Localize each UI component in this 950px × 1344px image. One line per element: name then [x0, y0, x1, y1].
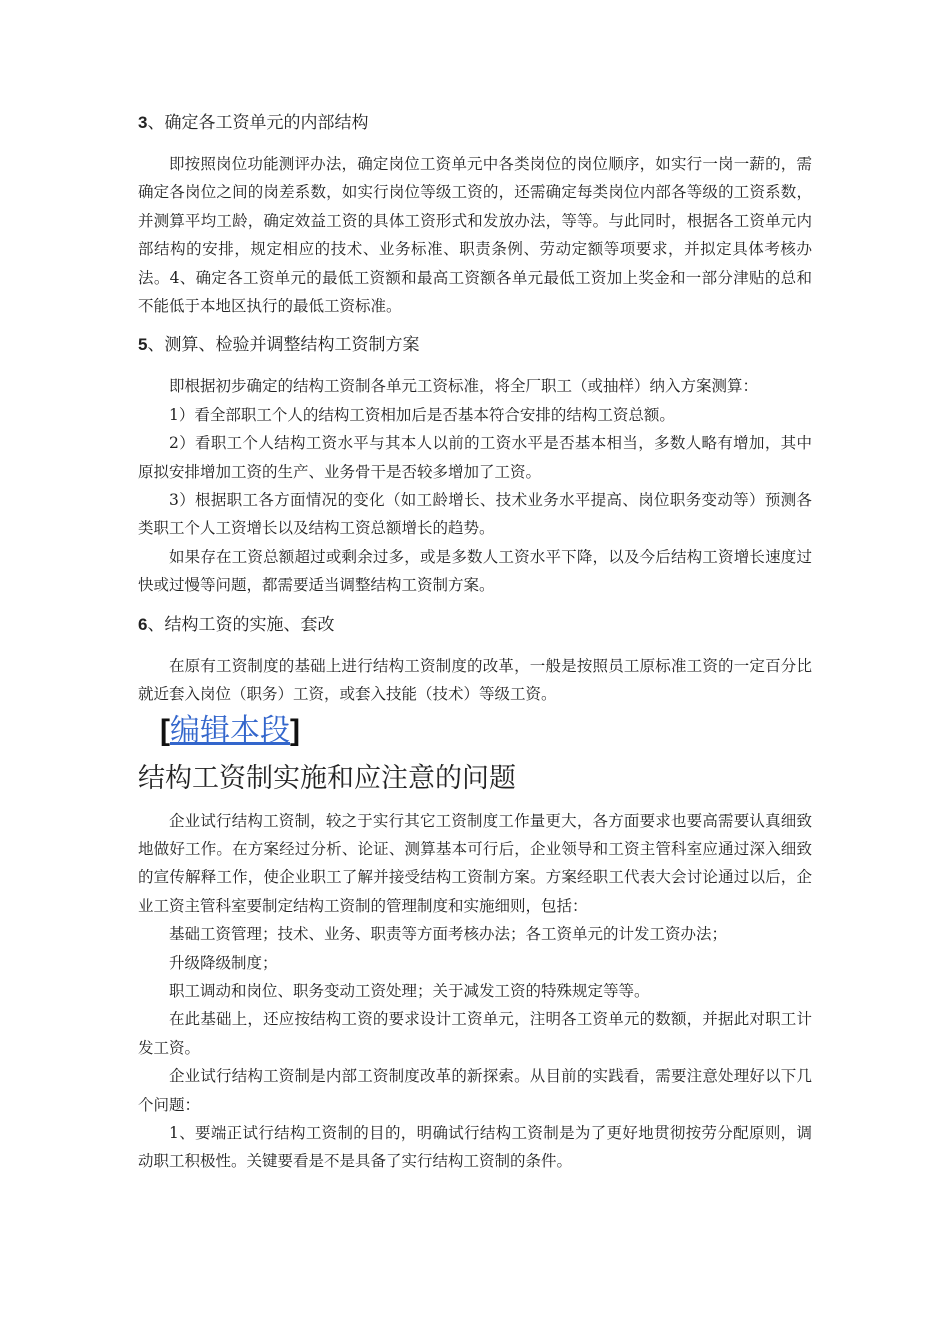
- section-5-paragraph-4: 3）根据职工各方面情况的变化（如工龄增长、技术业务水平提高、岗位职务变动等）预测各类职工个人工资增长以及结构工资总额增长的趋势。: [138, 491, 812, 538]
- edit-section-link[interactable]: [编辑本段]: [160, 712, 300, 748]
- section-5-paragraph-5: 如果存在工资总额超过或剩余过多，或是多数人工资水平下降，以及今后结构工资增长速度过快或过慢等问题，都需要适当调整结构工资制方案。: [138, 547, 812, 595]
- section-5-paragraph-3: 2）看职工个人结构工资水平与其本人以前的工资水平是否基本相当，多数人略有增加，其中原拟安排增加工资的生产、业务骨干是否较多增加了工资。: [138, 434, 812, 481]
- body-paragraph-7: 1、要端正试行结构工资制的目的，明确试行结构工资制是为了更好地贯彻按劳分配原则，调动职工积极性。关键要看是不是具备了实行结构工资制的条件。: [138, 1123, 812, 1171]
- body-paragraph-5: 在此基础上，还应按结构工资的要求设计工资单元，注明各工资单元的数额，并据此对职工计发工资。: [138, 1010, 812, 1057]
- body-paragraph-2: 基础工资管理；技术、业务、职责等方面考核办法；各工资单元的计发工资办法；: [169, 925, 728, 944]
- body-paragraph-1: 企业试行结构工资制，较之于实行其它工资制度工作量更大，各方面要求也要高需要认真细致地做好工作。在方案经过分析、论证、测算基本可行后，企业领导和工资主管科室应通过深入细致的宣传解释工作，使企业职工了解并接受结构工资制方案。方案经职工代表大会讨论通过以后，企业工资主管科室要制定结构工资制的管理制度和实施细则，包括：: [138, 811, 812, 915]
- section-heading: 结构工资制实施和应注意的问题: [138, 762, 516, 794]
- body-paragraph-4: 职工调动和岗位、职务变动工资处理；关于减发工资的特殊规定等等。: [169, 981, 650, 1000]
- section-6-heading: 6、结构工资的实施、套改: [138, 614, 335, 635]
- body-paragraph-6: 企业试行结构工资制是内部工资制度改革的新探索。从目前的实践看，需要注意处理好以下几个问题：: [138, 1067, 812, 1114]
- section-6-paragraph: 在原有工资制度的基础上进行结构工资制度的改革，一般是按照员工原标准工资的一定百分比就近套入岗位（职务）工资，或套入技能（技术）等级工资。: [138, 656, 812, 704]
- section-5-paragraph-1: 即根据初步确定的结构工资制各单元工资标准，将全厂职工（或抽样）纳入方案测算：: [169, 377, 759, 396]
- section-3-paragraph: 即按照岗位功能测评办法，确定岗位工资单元中各类岗位的岗位顺序，如实行一岗一薪的，需确定各岗位之间的岗差系数，如实行岗位等级工资的，还需确定每类岗位内部各等级的工资系数，并测算平均工龄，确定效益工资的具体工资形式和发放办法，等等。与此同时，根据各工资单元内部结构的安排，规定相应的技术、业务标准、职责条例、劳动定额等项要求，并拟定具体考核办法。4、确定各工资单元的最低工资额和最高工资额各单元最低工资加上奖金和一部分津贴的总和不能低于本地区执行的最低工资标准。: [138, 155, 812, 316]
- section-3-heading: 3、确定各工资单元的内部结构: [138, 113, 369, 133]
- body-paragraph-3: 升级降级制度；: [169, 953, 278, 972]
- section-5-heading: 5、测算、检验并调整结构工资制方案: [138, 335, 420, 356]
- document-page: [138, 108, 812, 1176]
- section-5-paragraph-2: 1）看全部职工个人的结构工资相加后是否基本符合安排的结构工资总额。: [169, 405, 675, 424]
- edit-section-label[interactable]: 编辑本段: [170, 712, 290, 748]
